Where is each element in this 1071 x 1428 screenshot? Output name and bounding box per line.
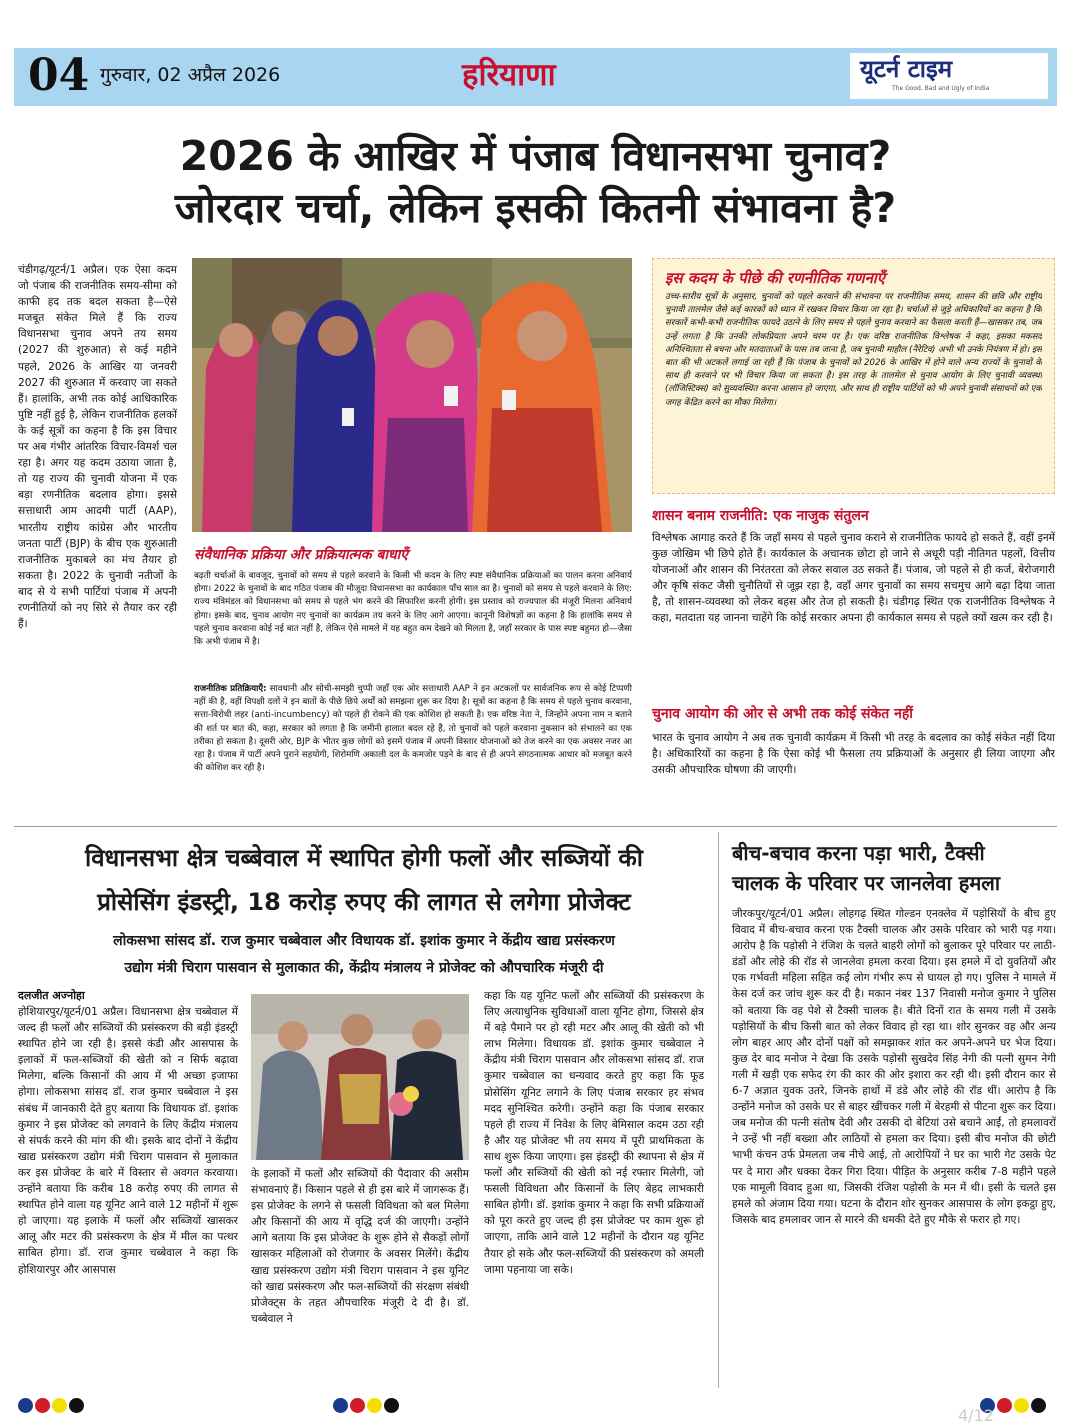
third-story-body: जीरकपुर/यूटर्न/01 अप्रैल। लोहगढ़ स्थित गोल्डन एनक्लेव में पड़ोसियों के बीच हुए विवाद में बीच-बचाव करना एक टैक्सी चालक और उसके परिवार को भारी पड़ गया। आरोप है कि पड़ोसी ने रंजिश के चलते बाहरी लोगों को बुलाकर पूरे परिवार पर लाठी-डंडों और लोहे की रॉड से जानलेवा हमला करवा दिया। इस हमले में दो युवतियों और एक गर्भवती महिला सहित कई लोग गंभीर रूप से घायल हो गए। पुलिस ने मामले में केस दर्ज कर जांच शुरू कर दी है। मकान नंबर 137 निवासी मनोज कुमार ने पुलिस को बताया कि वह पेशे से टैक्सी चालक है। बीते दिनों रात के समय गली में उसके पड़ोसियों के बीच किसी बात को लेकर विवाद हो रहा था। शोर सुनकर वह और अन्य लोग बाहर आए और दोनों पक्षों को समझाकर शांत कर अपने-अपने घर भेज दिया। कुछ देर बाद मनोज ने देखा कि उसके पड़ोसी सुखदेव सिंह नेगी की पत्नी सुमन नेगी गली में खड़ी एक सफेद रंग की कार की ओर इशारा कर रही थी। इसी दौरान कार से 6-7 अज्ञात युवक उतरे, जिनके हाथों में डंडे और लोहे की रॉड थीं। आरोप है कि उन्होंने मनोज को उसके घर से बाहर खींचकर गली में बेरहमी से पीटना शुरू कर दिया। जब मनोज की पत्नी संतोष देवी और उसकी दो बेटियां उसे बचाने आईं, तो हमलावरों ने उन्हें भी नहीं बख्शा और लाठियों से हमला कर दिया। इसी बीच मनोज की छोटी भाभी कंचन उर्फ प्रेमलता जब नीचे आई, तो आरोपियों ने घर का भारी गेट उसके पेट पर दे मारा और धक्का देकर गिरा दिया। पीड़ित के अनुसार करीब 7-8 महीने पहले एक मामूली विवाद हुआ था, जिसकी रंजिश पड़ोसी के मन में थी। इसी के चलते इस हमले को अंजाम दिया गया। घटना के दौरान शोर सुनकर आसपास के लोग इकट्ठा हुए, जिसके बाद हमलावर जान से मारने की धमकी देते हुए मौके से फरार हो गए।: [732, 908, 1056, 1226]
masthead-logo: [850, 53, 1048, 99]
section-divider: [14, 826, 1057, 827]
governance-title: शासन बनाम राजनीति: एक नाजुक संतुलन: [652, 508, 869, 524]
constitutional-process-title: संवैधानिक प्रक्रिया और प्रक्रियात्मक बाधाएँ: [194, 547, 409, 563]
second-story-col-3: कहा कि यह यूनिट फलों और सब्जियों की प्रसंस्करण के लिए अत्याधुनिक सुविधाओं वाला यूनिट होगा, जिससे क्षेत्र में बड़े पैमाने पर हो रही मटर और आलू की खेती को भी लाभ मिलेगा। विधायक डॉ. इशांक कुमार चब्बेवाल ने केंद्रीय मंत्री चिराग पासवान और लोकसभा सांसद डॉ. राज कुमार चब्बेवाल का धन्यवाद करते हुए कहा कि फूड प्रोसेसिंग यूनिट लगाने के लिए पंजाब सरकार हर संभव मदद सुनिश्चित करेगी। उन्होंने कहा कि पंजाब सरकार पहले ही राज्य में निवेश के लिए बेमिसाल कदम उठा रही है और यह प्रोजेक्ट भी तय समय में पूरी प्राथमिकता के साथ शुरू किया जाएगा। इस इंडस्ट्री की स्थापना से क्षेत्र में फलों और सब्जियों की खेती को नई रफ्तार मिलेगी, जो फसली विविधता और किसानों के लिए बेहद लाभकारी साबित होगी। डॉ. इशांक कुमार ने कहा कि सभी प्रक्रियाओं को पूरा करते हुए जल्द ही इस प्रोजेक्ट पर काम शुरू हो जाएगा, ताकि आने वाले 12 महीनों के दौरान यह यूनिट तैयार हो सके और फल-सब्जियों की प्रसंस्करण को अमली जामा पहनाया जा सके।: [484, 990, 704, 1276]
meeting-photo: [251, 994, 469, 1160]
second-headline-line-1: विधानसभा क्षेत्र चब्बेवाल में स्थापित होगी फलों और सब्जियों की: [84, 844, 644, 872]
subhead-line-1: लोकसभा सांसद डॉ. राज कुमार चब्बेवाल और विधायक डॉ. इशांक कुमार ने केंद्रीय खाद्य प्रसंस्करण: [113, 933, 615, 949]
main-headline: [0, 130, 1071, 234]
political-reactions-body: सावधानी और सोची-समझी चुप्पी जहाँ एक ओर सत्ताधारी AAP ने इन अटकलों पर सार्वजनिक रूप से कोई टिप्पणी नहीं की है, वहीं विपक्षी दलों ने इन बातों के पीछे छिपे अर्थों को समझना शुरू कर दिया है। सूत्रों का कहना है कि समय से पहले चुनाव करवाना, सत्ता-विरोधी लहर (anti-incumbency) को पहले ही रोकने की एक कोशिश हो सकती है। एक वरिष्ठ नेता ने, जिन्होंने अपना नाम न बताने की शर्त पर बात की, कहा, सरकार को लगता है कि जमीनी हालात बदल रहे हैं, तो चुनावों को पहले करवाना नुकसान को संभालने का एक तरीका हो सकता है। दूसरी ओर, BJP के भीतर कुछ लोगों को इसमें पंजाब में अपनी विस्तार योजनाओं को तेज करने का एक अवसर नजर आ रहा है। पंजाब में पार्टी अपने पुराने सहयोगी, शिरोमणि अकाली दल के कमजोर पड़ने के बाद से ही अपने संगठनात्मक आधार को मजबूत करने की कोशिश कर रही है।: [194, 684, 632, 774]
dot-black: [1031, 1398, 1046, 1413]
governance-text: विश्लेषक आगाह करते हैं कि जहाँ समय से पहले चुनाव कराने से राजनीतिक फायदे हो सकते हैं, वहीं इनमें कुछ जोखिम भी छिपे होते हैं। कार्यकाल के अचानक छोटा हो जाने से अधूरी पड़ी नीतिगत पहलों, वित्तीय योजनाओं और शासन की निरंतरता को लेकर सवाल उठ सकते हैं। पंजाब, जो पहले से ही कर्ज, बेरोजगारी और कृषि संकट जैसी चुनौतियों से जूझ रहा है, वहाँ अगर चुनावों का समय सचमुच आगे बढ़ा दिया जाता है, तो शासन-व्यवस्था को लेकर बहस और तेज हो सकती है। चंडीगढ़ स्थित एक राजनीतिक विश्लेषक ने कहा, मतदाता यह जानना चाहेंगे कि कोई सरकार अपना ही कार्यकाल समय से पहले क्यों खत्म कर रही है।: [652, 532, 1055, 625]
dot-red: [35, 1398, 50, 1413]
dot-blue: [18, 1398, 33, 1413]
issue-date: गुरुवार, 02 अप्रैल 2026: [100, 64, 281, 86]
second-story-col-2: के इलाकों में फलों और सब्जियों की पैदावार की असीम संभावनाएं हैं। किसान पहले से ही इस बारे में जागरूक हैं। इस प्रोजेक्ट के लगने से फसली विविधता को बल मिलेगा और किसानों की आय में वृद्धि दर्ज की जाएगी। उन्होंने आगे बताया कि इस प्रोजेक्ट के शुरू होने से सैकड़ों लोगों खासकर महिलाओं को रोजगार के अवसर मिलेंगे। केंद्रीय खाद्य प्रसंस्करण उद्योग मंत्री चिराग पासवान ने इस यूनिट को खाद्य प्रसंस्करण और फल-सब्जियों की संरक्षण संबंधी प्रोजेक्ट्स के तहत औपचारिक मंजूरी दे दी है। डॉ. चब्बेवाल ने: [251, 1168, 469, 1325]
registration-marks-middle: [333, 1398, 401, 1416]
dot-black: [69, 1398, 84, 1413]
main-story-photo: [192, 258, 632, 532]
registration-marks-left: [18, 1398, 86, 1416]
second-story-headline: [14, 836, 714, 924]
logo-tagline: The Good, Bad and Ugly of India: [892, 85, 990, 92]
dot-yellow: [1014, 1398, 1029, 1413]
political-reactions-lead: राजनीतिक प्रतिक्रियाएँ:: [194, 684, 267, 694]
section-title: हरियाणा: [462, 57, 556, 93]
dot-black: [384, 1398, 399, 1413]
constitutional-process-text: बढ़ती चर्चाओं के बावजूद, चुनावों को समय से पहले करवाने के किसी भी कदम के लिए स्पष्ट संवैधानिक प्रक्रियाओं का पालन करना अनिवार्य होगा। 2022 के चुनावों के बाद गठित पंजाब की मौजूदा विधानसभा का कार्यकाल पाँच साल का है। चुनावों को समय से पहले करवाने के लिए: राज्य मंत्रिमंडल को विधानसभा को समय से पहले भंग करने की सिफारिश करनी होगी। इस प्रस्ताव को राज्यपाल की मंजूरी मिलना अनिवार्य होगा। इसके बाद, चुनाव आयोग नए चुनावों का कार्यक्रम तय करने के लिए आगे आएगा। कानूनी विशेषज्ञों का कहना है कि हालांकि समय से पहले चुनाव करवाना कोई नई बात नहीं है, लेकिन ऐसे मामले में यह बहुत कम देखने को मिलता है, जहाँ सरकार के पास स्पष्ट बहुमत हो—जैसा कि अभी पंजाब में है।: [194, 571, 632, 648]
election-commission-title: चुनाव आयोग की ओर से अभी तक कोई संकेत नहीं: [652, 706, 913, 722]
byline: दलजीत अज्नोहा: [18, 989, 85, 1002]
dot-red: [350, 1398, 365, 1413]
dot-blue: [333, 1398, 348, 1413]
third-story-headline: [732, 838, 1056, 898]
second-headline-line-2: प्रोसेसिंग इंडस्ट्री, 18 करोड़ रुपए की लागत से लगेगा प्रोजेक्ट: [97, 888, 631, 916]
minister-meeting-image: [251, 994, 469, 1160]
dot-red: [997, 1398, 1012, 1413]
strategy-box-title: इस कदम के पीछे की रणनीतिक गणनाएँ: [665, 269, 886, 287]
headline-line-1: 2026 के आखिर में पंजाब विधानसभा चुनाव?: [179, 132, 892, 180]
subhead-line-2: उद्योग मंत्री चिराग पासवान से मुलाकात की, केंद्रीय मंत्रालय ने प्रोजेक्ट को औपचारिक मंजूरी दी: [124, 960, 604, 976]
third-headline-line-2: चालक के परिवार पर जानलेवा हमला: [732, 871, 1001, 895]
headline-line-2: जोरदार चर्चा, लेकिन इसकी कितनी संभावना है?: [174, 184, 897, 232]
third-headline-line-1: बीच-बचाव करना पड़ा भारी, टैक्सी: [732, 841, 985, 865]
logo-text: यूटर्न टाइम: [860, 55, 953, 83]
main-story-left-column: चंडीगढ़/यूटर्न/1 अप्रैल। एक ऐसा कदम जो पंजाब की राजनीतिक समय-सीमा को काफी हद तक बदल सकता है—ऐसे मजबूत संकेत मिले हैं कि राज्य विधानसभा चुनाव अपने तय समय (2027 की शुरुआत) से कई महीने पहले, 2026 के आखिर या जनवरी 2027 की शुरुआत में करवाए जा सकते हैं। हालांकि, अभी तक कोई आधिकारिक पुष्टि नहीं हुई है, लेकिन राजनीतिक हलकों के कई सूत्रों का कहना है कि इस विचार पर अब गंभीर आंतरिक विचार-विमर्श चल रहा है। अगर यह कदम उठाया जाता है, तो यह राज्य की चुनावी योजना में एक बड़ा रणनीतिक बदलाव होगा। इससे सत्ताधारी आम आदमी पार्टी (AAP), भारतीय राष्ट्रीय कांग्रेस और भारतीय जनता पार्टी (BJP) के बीच एक शुरुआती राजनीतिक मुकाबले का मंच तैयार हो सकता है। 2022 के चुनावी नतीजों के बाद से ये सभी पार्टियां पंजाब में अपनी रणनीतियों को नए सिरे से तैयार कर रही हैं।: [18, 264, 177, 631]
political-reactions-text: [194, 683, 632, 813]
column-divider: [718, 832, 719, 1388]
women-voters-image: [192, 258, 632, 532]
page-number: 04: [28, 50, 90, 101]
second-story-col-1: होशियारपुर/यूटर्न/01 अप्रैल। विधानसभा क्षेत्र चब्बेवाल में जल्द ही फलों और सब्जियों की प्रसंस्करण की बड़ी इंडस्ट्री स्थापित होने जा रही है। इससे कंडी और आसपास के इलाकों में फल-सब्जियों की खेती को न सिर्फ बढ़ावा मिलेगा, बल्कि किसानों की आय में भी अच्छा इजाफा होगा। लोकसभा सांसद डॉ. राज कुमार चब्बेवाल ने इस संबंध में जानकारी देते हुए बताया कि विधायक डॉ. इशांक कुमार ने इस प्रोजेक्ट को लगवाने के लिए केंद्रीय मंत्रालय से संपर्क करने की मांग की थी। इसके बाद दोनों ने केंद्रीय खाद्य प्रसंस्करण उद्योग मंत्री चिराग पासवान से मुलाकात कर इस प्रोजेक्ट के बारे में विस्तार से अवगत करवाया। उन्होंने बताया कि करीब 18 करोड़ रुपए की लागत से स्थापित होने वाला यह यूनिट आने वाले 12 महीनों में शुरू हो जाएगा। यह इलाके में फलों और सब्जियों खासकर आलू और मटर की प्रसंस्करण के क्षेत्र में मील का पत्थर साबित होगा। डॉ. राज कुमार चब्बेवाल ने कहा कि होशियारपुर और आसपास: [18, 1006, 238, 1276]
second-story-subhead: [14, 928, 714, 982]
strategy-box-text: उच्च-स्तरीय सूत्रों के अनुसार, चुनावों को पहले करवाने की संभावना पर राजनीतिक समय, शासन की छवि और राष्ट्रीय चुनावी तालमेल जैसे कई कारकों को ध्यान में रखकर विचार किया जा रहा है। चर्चाओं से जुड़े अधिकारियों का कहना है कि सरकारें कभी-कभी राजनीतिक फायदे उठाने के लिए समय से पहले चुनाव करवाने का फैसला करती हैं—खासकर तब, जब उन्हें लगता है कि उनकी लोकप्रियता अपने चरम पर है। एक वरिष्ठ राजनीतिक विश्लेषक ने कहा, इसका मकसद अनिश्चितता से बचना और मतदाताओं के पास तब जाना है, जब चुनावी माहौल (नैरेटिव) अभी भी उनके नियंत्रण में हो। इस बात की भी अटकलें लगाई जा रही हैं कि पंजाब के चुनावों को 2026 के आखिर में होने वाले अन्य राज्यों के चुनावों के साथ ही करवाने पर भी विचार किया जा सकता है। इस तरह के तालमेल से चुनाव आयोग के लिए चुनावी व्यवस्था (लॉजिस्टिक्स) को सुव्यवस्थित करना आसान हो जाएगा, और साथ ही राष्ट्रीय पार्टियों को भी अपने चुनावी संसाधनों को एक जगह केंद्रित करने का मौका मिलेगा।: [665, 292, 1042, 408]
strategy-box: [652, 258, 1055, 494]
dot-yellow: [52, 1398, 67, 1413]
election-commission-text: भारत के चुनाव आयोग ने अब तक चुनावी कार्यक्रम में किसी भी तरह के बदलाव का कोई संकेत नहीं दिया है। अधिकारियों का कहना है कि ऐसा कोई भी फैसला तय प्रक्रियाओं के अनुसार ही लिया जाएगा और उसकी औपचारिक घोषणा की जाएगी।: [652, 732, 1055, 777]
page-indicator: 4/12: [958, 1406, 994, 1425]
dot-yellow: [367, 1398, 382, 1413]
